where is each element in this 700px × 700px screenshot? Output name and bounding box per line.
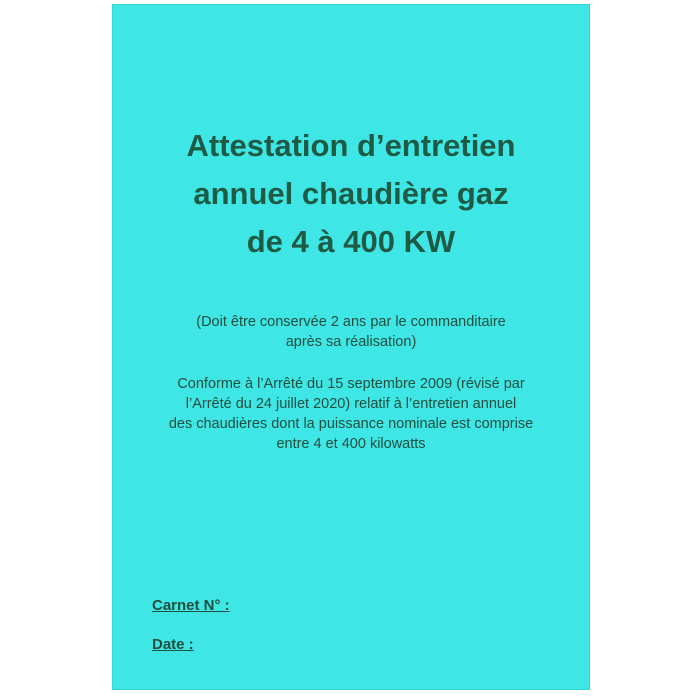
conformity-statement <box>112 374 590 454</box>
title-line-1: Attestation d’entretien <box>186 128 516 163</box>
note-line-1: (Doit être conservée 2 ans par le commanditaire <box>196 314 506 330</box>
conformity-line-2: l’Arrêté du 24 juillet 2020) relatif à l’entretien annuel <box>185 396 517 412</box>
conformity-line-1: Conforme à l’Arrêté du 15 septembre 2009 (révisé par <box>177 376 525 392</box>
retention-note <box>112 312 590 352</box>
conformity-line-3: des chaudières dont la puissance nominale est comprise <box>168 416 534 432</box>
document-cover <box>112 4 590 690</box>
carnet-number-label: Carnet N° : <box>152 597 230 614</box>
title-line-3: de 4 à 400 KW <box>246 224 456 259</box>
document-title <box>112 122 590 266</box>
title-line-2: annuel chaudière gaz <box>193 176 509 211</box>
date-label: Date : <box>152 636 194 653</box>
note-line-2: après sa réalisation) <box>285 334 417 350</box>
conformity-line-4: entre 4 et 400 kilowatts <box>276 436 426 452</box>
